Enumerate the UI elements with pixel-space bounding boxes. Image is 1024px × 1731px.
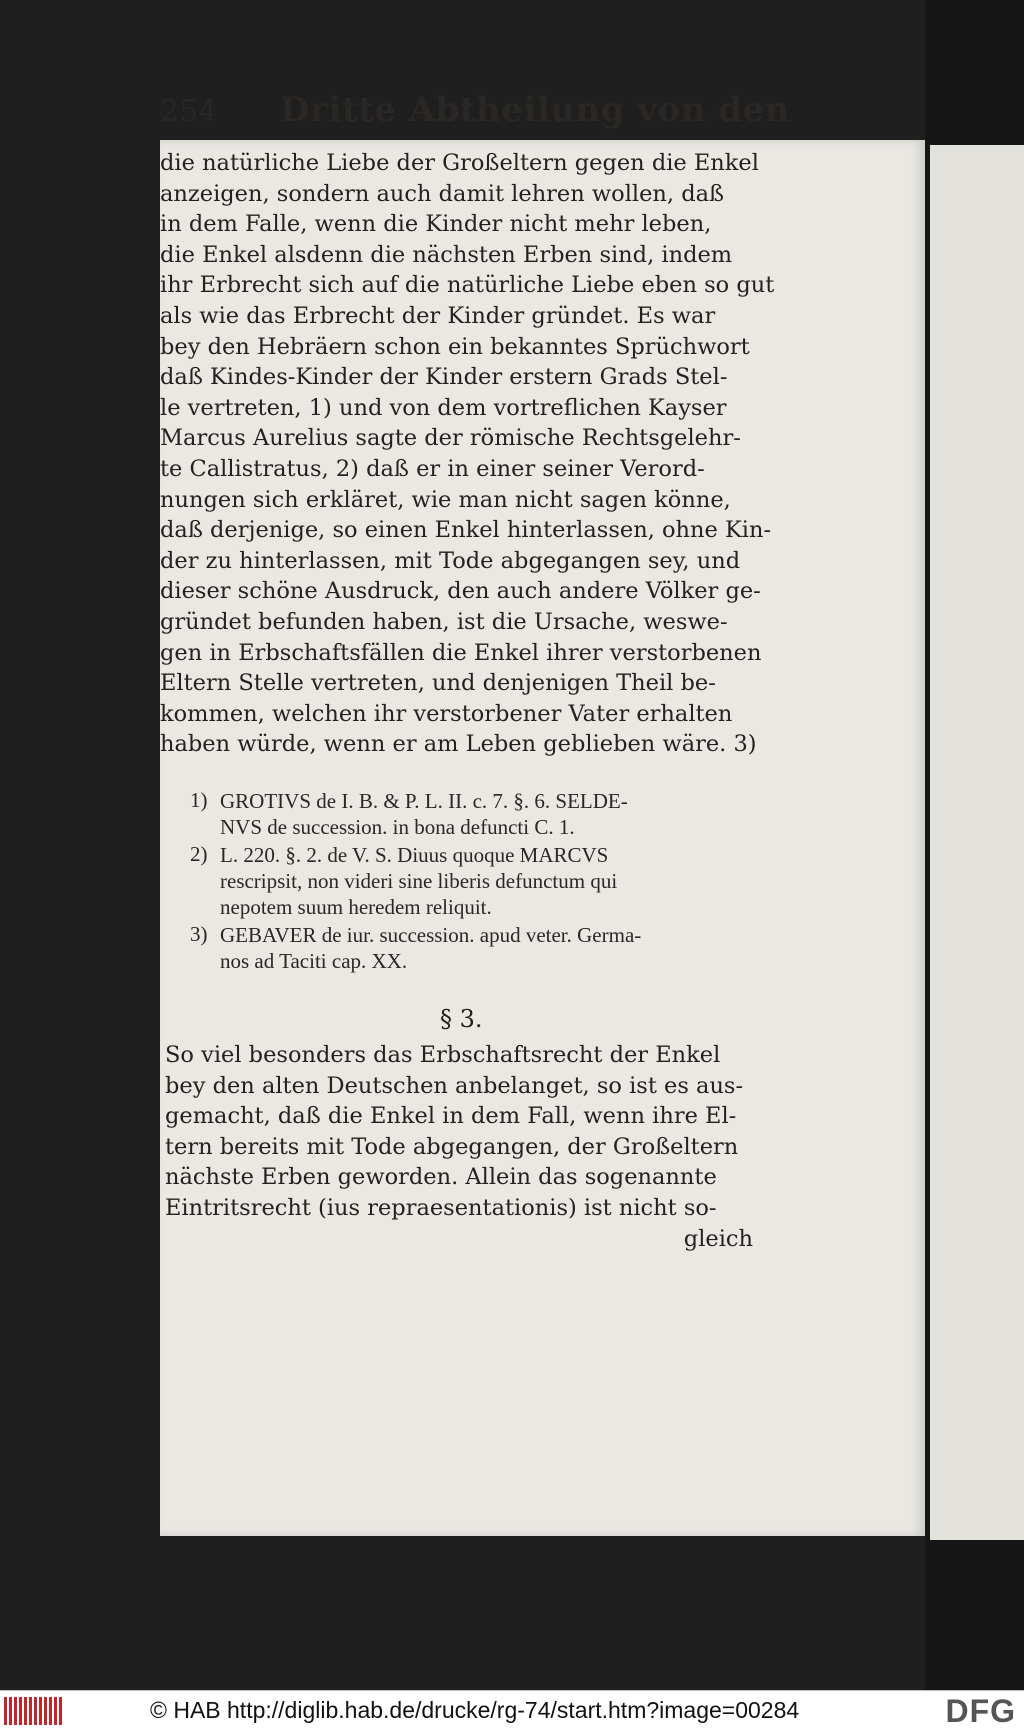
text-line: gründet befunden haben, ist die Ursache, weswe-	[160, 608, 728, 635]
text-line: ihr Erbrecht sich auf die natürliche Liebe eben so gut	[160, 272, 775, 299]
footnote-line: NVS de succession. in bona defuncti C. 1.	[220, 815, 575, 839]
text-line: So viel besonders das Erbschaftsrecht der Enkel	[165, 1042, 721, 1068]
text-line: te Callistratus, 2) daß er in einer seiner Verord-	[160, 455, 705, 482]
dfg-logo: DFG	[945, 1693, 1016, 1729]
text-line: Eltern Stelle vertreten, und denjenigen Theil be-	[160, 670, 716, 697]
footer-copyright-link[interactable]: © HAB http://diglib.hab.de/drucke/rg-74/start.htm?image=00284	[150, 1697, 800, 1723]
text-line: Marcus Aurelius sagte der römische Rechtsgelehr-	[160, 425, 741, 452]
footnote-mark: 2)	[190, 842, 208, 866]
text-line: bey den alten Deutschen anbelanget, so ist es aus-	[165, 1072, 744, 1099]
footer-bar	[0, 1690, 1024, 1731]
text-line: tern bereits mit Tode abgegangen, der Großeltern	[165, 1133, 739, 1160]
adjacent-page-edge	[930, 145, 1024, 1540]
page-number: 254	[160, 94, 218, 129]
text-line: gen in Erbschaftsfällen die Enkel ihrer verstorbenen	[160, 639, 762, 666]
catchword: gleich	[683, 1225, 753, 1252]
text-line: le vertreten, 1) und von dem vortreflichen Kayser	[160, 394, 727, 421]
hab-logo-icon	[4, 1697, 62, 1725]
text-line: die Enkel alsdenn die nächsten Erben sind, indem	[160, 241, 733, 268]
page-header	[160, 90, 790, 140]
text-line: haben würde, wenn er am Leben geblieben wäre. 3)	[160, 731, 757, 758]
footnote-line: nos ad Taciti cap. XX.	[220, 949, 408, 973]
footnote-line: rescripsit, non videri sine liberis defunctum qui	[220, 869, 618, 893]
section-heading: § 3.	[440, 1005, 483, 1033]
text-line: als wie das Erbrecht der Kinder gründet. Es war	[160, 302, 716, 329]
text-line: der zu hinterlassen, mit Tode abgegangen sey, und	[160, 547, 741, 574]
text-line: kommen, welchen ihr verstorbener Vater erhalten	[160, 700, 733, 727]
footnote-line: GROTIVS de I. B. & P. L. II. c. 7. §. 6. SELDE-	[220, 789, 628, 813]
text-line: daß derjenige, so einen Enkel hinterlassen, ohne Kin-	[160, 517, 772, 544]
text-line: in dem Falle, wenn die Kinder nicht mehr leben,	[160, 211, 712, 238]
text-line: gemacht, daß die Enkel in dem Fall, wenn ihre El-	[165, 1103, 737, 1130]
text-line: bey den Hebräern schon ein bekanntes Sprüchwort	[160, 333, 750, 360]
footnotes	[190, 788, 750, 976]
footnote	[190, 922, 750, 974]
footnote	[190, 842, 750, 920]
text-line: anzeigen, sondern auch damit lehren wollen, daß	[160, 180, 725, 207]
section-text	[165, 1040, 753, 1254]
text-line: die natürliche Liebe der Großeltern gegen die Enkel	[160, 150, 759, 176]
footnote	[190, 788, 750, 840]
footnote-line: nepotem suum heredem reliquit.	[220, 895, 492, 919]
text-line: nächste Erben geworden. Allein das sogenannte	[165, 1164, 717, 1191]
footnote-line: GEBAVER de iur. succession. apud veter. Germa-	[220, 923, 642, 947]
text-line: nungen sich erkläret, wie man nicht sagen könne,	[160, 486, 731, 513]
main-text	[160, 148, 775, 760]
footnote-mark: 3)	[190, 922, 208, 946]
text-line: daß Kindes-Kinder der Kinder erstern Grads Stel-	[160, 364, 728, 391]
text-line: Eintritsrecht (ius repraesentationis) ist nicht so-	[165, 1194, 717, 1221]
text-line: dieser schöne Ausdruck, den auch andere Völker ge-	[160, 578, 761, 605]
running-head: Dritte Abtheilung von den	[280, 90, 790, 130]
footnote-mark: 1)	[190, 788, 208, 812]
footnote-line: L. 220. §. 2. de V. S. Diuus quoque MARCVS	[220, 843, 609, 867]
